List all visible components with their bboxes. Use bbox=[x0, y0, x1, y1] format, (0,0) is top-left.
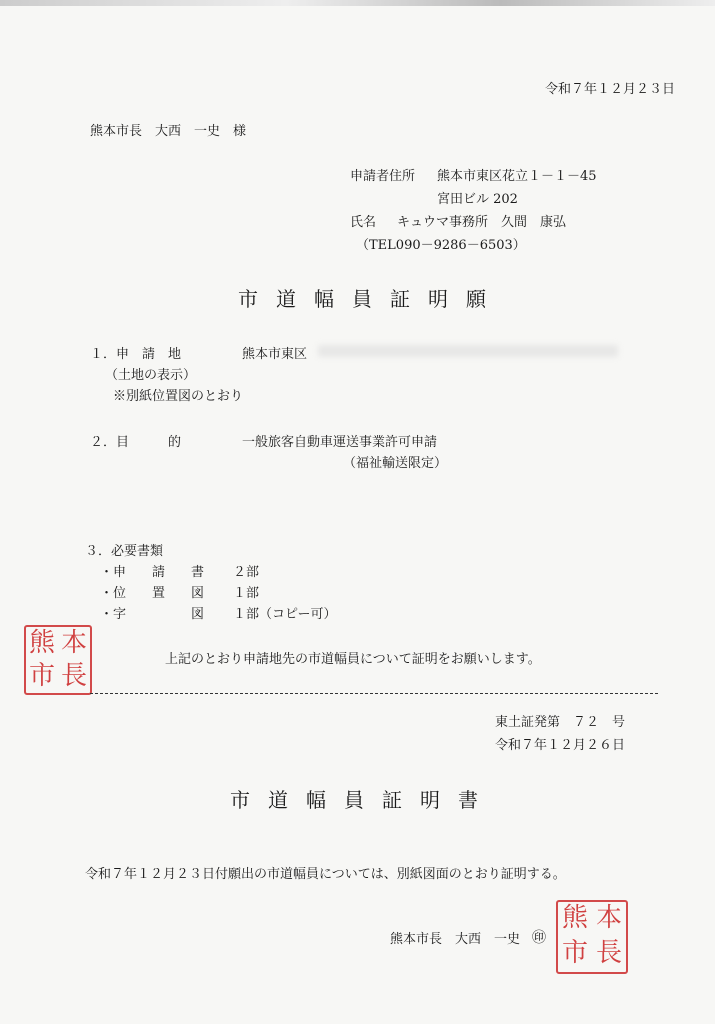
item3-label: ３．必要書類 bbox=[85, 544, 164, 559]
doc-count: １部 bbox=[233, 586, 260, 601]
certificate-signer: 熊本市長 大西 一史 bbox=[390, 932, 521, 947]
cut-line bbox=[90, 693, 658, 694]
applicant-name: キュウマ事務所 久間 康弘 bbox=[397, 215, 567, 230]
seal-char: 熊 bbox=[561, 903, 588, 933]
official-seal bbox=[24, 625, 92, 695]
request-title: 市道幅員証明願 bbox=[238, 287, 504, 311]
seal-mark: ㊞ bbox=[532, 930, 546, 946]
request-date: 令和７年１２月２３日 bbox=[544, 82, 675, 97]
item2-value: 一般旅客自動車運送事業許可申請 bbox=[242, 435, 438, 450]
applicant-name-label: 氏名 bbox=[350, 215, 377, 230]
seal-char: 長 bbox=[60, 661, 87, 691]
item2-label: ２．目 的 bbox=[90, 435, 182, 450]
scan-edge bbox=[0, 0, 715, 6]
seal-char: 本 bbox=[60, 628, 87, 658]
certificate-body: 令和７年１２月２３日付願出の市道幅員については、別紙図面のとおり証明する。 bbox=[85, 867, 566, 882]
applicant-building: 宮田ビル 202 bbox=[437, 192, 518, 207]
official-seal bbox=[556, 900, 628, 974]
item1-sub: （土地の表示） bbox=[105, 368, 197, 383]
seal-char: 市 bbox=[28, 661, 55, 691]
doc-count: ２部 bbox=[233, 565, 260, 580]
item2-sub: （福祉輸送限定） bbox=[343, 456, 448, 471]
item1-label: １．申 請 地 bbox=[90, 347, 182, 362]
redacted-address bbox=[318, 345, 618, 357]
request-closing: 上記のとおり申請地先の市道幅員について証明をお願いします。 bbox=[165, 652, 541, 667]
seal-char: 本 bbox=[595, 903, 622, 933]
certificate-date: 令和７年１２月２６日 bbox=[495, 738, 626, 753]
addressee: 熊本市長 大西 一史 様 bbox=[90, 124, 247, 139]
doc-name: ・字 図 bbox=[100, 607, 205, 622]
seal-char: 長 bbox=[595, 938, 622, 968]
certificate-number: 東土証発第 ７２ 号 bbox=[495, 715, 626, 730]
item1-note: ※別紙位置図のとおり bbox=[113, 389, 244, 404]
seal-char: 熊 bbox=[28, 628, 55, 658]
doc-name: ・申 請 書 bbox=[100, 565, 205, 580]
doc-name: ・位 置 図 bbox=[100, 586, 205, 601]
applicant-address-label: 申請者住所 bbox=[350, 169, 416, 184]
applicant-tel: （TEL090－9286－6503） bbox=[356, 238, 526, 253]
applicant-address: 熊本市東区花立１－１－45 bbox=[437, 169, 597, 184]
item1-value: 熊本市東区 bbox=[242, 347, 308, 362]
doc-count: １部（コピー可） bbox=[233, 607, 337, 622]
seal-char: 市 bbox=[561, 938, 588, 968]
certificate-title: 市道幅員証明書 bbox=[230, 788, 496, 812]
